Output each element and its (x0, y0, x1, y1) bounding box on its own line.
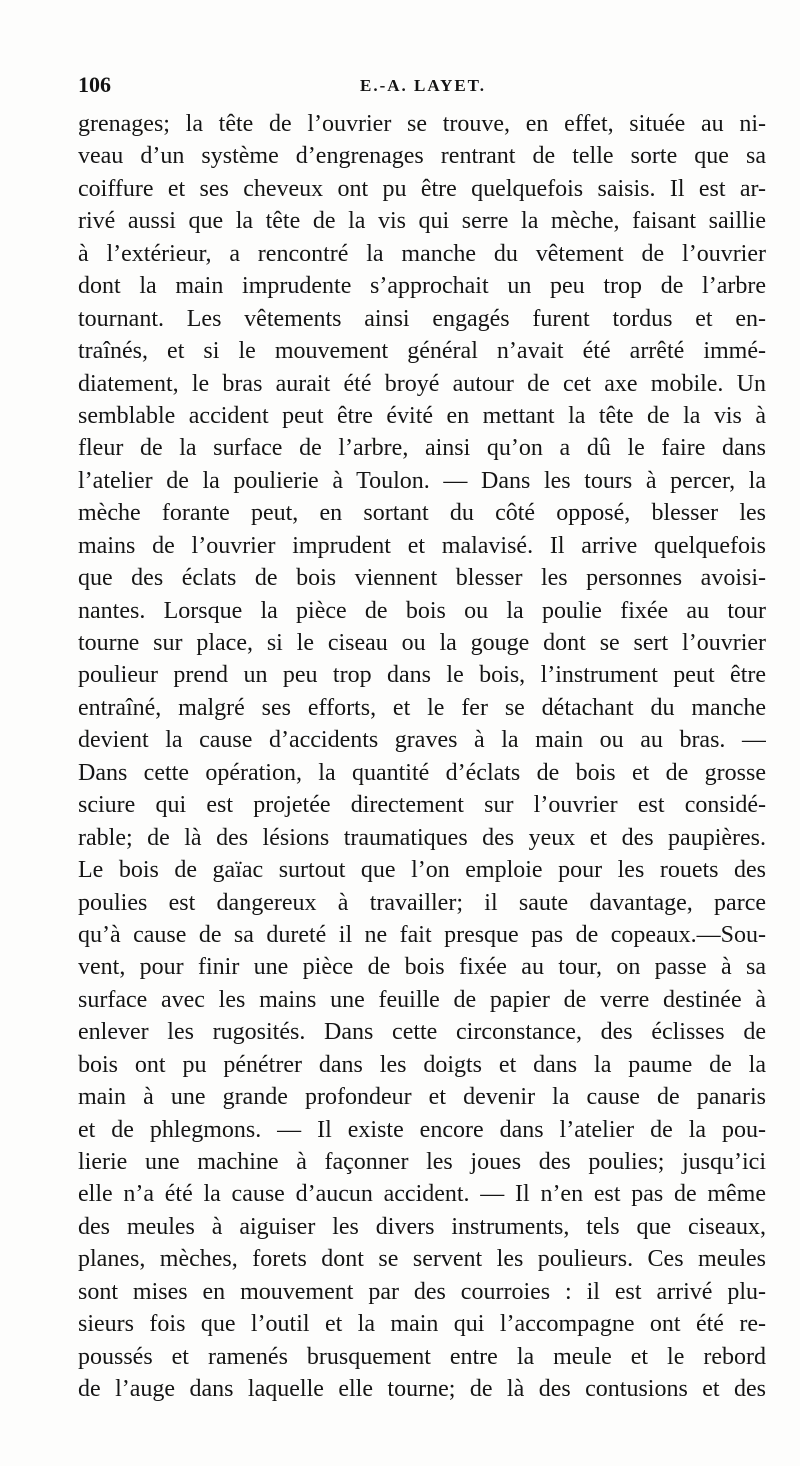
page-header (78, 72, 768, 102)
text-line: nantes. Lorsque la pièce de bois ou la poulie fixée au tour (78, 597, 766, 624)
text-line: tourne sur place, si le ciseau ou la gouge dont se sert l’ouvrier (78, 630, 766, 656)
text-line: fleur de la surface de l’arbre, ainsi qu’on a dû le faire dans (78, 435, 766, 462)
text-line: que des éclats de bois viennent blesser les personnes avoisi- (78, 565, 766, 592)
text-line: lierie une machine à façonner les joues des poulies; jusqu’ici (78, 1149, 766, 1175)
text-line: enlever les rugosités. Dans cette circonstance, des éclisses de (78, 1019, 766, 1046)
text-line: rable; de là des lésions traumatiques des yeux et des paupières. (78, 824, 766, 851)
text-line: veau d’un système d’engrenages rentrant de telle sorte que sa (78, 143, 766, 170)
text-line: poussés et ramenés brusquement entre la meule et le rebord (78, 1343, 766, 1370)
text-line: Le bois de gaïac surtout que l’on emploie pour les rouets des (78, 857, 766, 884)
text-line: grenages; la tête de l’ouvrier se trouve, en effet, située au ni- (78, 111, 766, 137)
text-line: des meules à aiguiser les divers instruments, tels que ciseaux, (78, 1213, 766, 1240)
text-line: surface avec les mains une feuille de papier de verre destinée à (78, 986, 766, 1013)
text-line: poulies est dangereux à travailler; il saute davantage, parce (78, 889, 766, 916)
text-line: coiffure et ses cheveux ont pu être quelquefois saisis. Il est ar- (78, 175, 766, 202)
text-line: semblable accident peut être évité en mettant la tête de la vis à (78, 402, 766, 429)
text-line: et de phlegmons. — Il existe encore dans l’atelier de la pou- (78, 1116, 766, 1143)
text-line: mains de l’ouvrier imprudent et malavisé. Il arrive quelquefois (78, 532, 766, 559)
text-line: sieurs fois que l’outil et la main qui l’accompagne ont été re- (78, 1311, 766, 1338)
text-line: de l’auge dans laquelle elle tourne; de là des contusions et des (78, 1376, 766, 1403)
text-line: rivé aussi que la tête de la vis qui serre la mèche, faisant saillie (78, 208, 766, 235)
text-line: entraîné, malgré ses efforts, et le fer se détachant du manche (78, 694, 766, 721)
text-line: sont mises en mouvement par des courroies : il est arrivé plu- (78, 1278, 766, 1305)
text-line: poulieur prend un peu trop dans le bois, l’instrument peut être (78, 662, 766, 689)
text-line: tournant. Les vêtements ainsi engagés furent tordus et en- (78, 305, 766, 332)
running-head: E.-A. LAYET. (359, 76, 487, 95)
text-line: l’atelier de la poulierie à Toulon. — Dans les tours à percer, la (78, 467, 766, 494)
page-number: 106 (78, 72, 111, 97)
text-line: bois ont pu pénétrer dans les doigts et dans la paume de la (78, 1051, 766, 1078)
text-line: vent, pour finir une pièce de bois fixée au tour, on passe à sa (78, 954, 766, 981)
text-line: à l’extérieur, a rencontré la manche du vêtement de l’ouvrier (78, 240, 766, 267)
text-line: devient la cause d’accidents graves à la main ou au bras. — (78, 727, 766, 754)
text-line: elle n’a été la cause d’aucun accident. — Il n’en est pas de même (78, 1181, 766, 1208)
text-line: traînés, et si le mouvement général n’avait été arrêté immé- (78, 338, 766, 365)
text-line: dont la main imprudente s’approchait un peu trop de l’arbre (78, 273, 766, 300)
text-line: planes, mèches, forets dont se servent les poulieurs. Ces meules (78, 1246, 766, 1273)
text-line: Dans cette opération, la quantité d’éclats de bois et de grosse (78, 759, 766, 786)
text-line: mèche forante peut, en sortant du côté opposé, blesser les (78, 500, 766, 527)
body-text (78, 108, 766, 1406)
text-line: main à une grande profondeur et devenir la cause de panaris (78, 1084, 766, 1111)
text-line: sciure qui est projetée directement sur l’ouvrier est considé- (78, 792, 766, 819)
text-line: qu’à cause de sa dureté il ne fait presque pas de copeaux.—Sou- (78, 921, 766, 948)
text-line: diatement, le bras aurait été broyé autour de cet axe mobile. Un (78, 370, 766, 397)
